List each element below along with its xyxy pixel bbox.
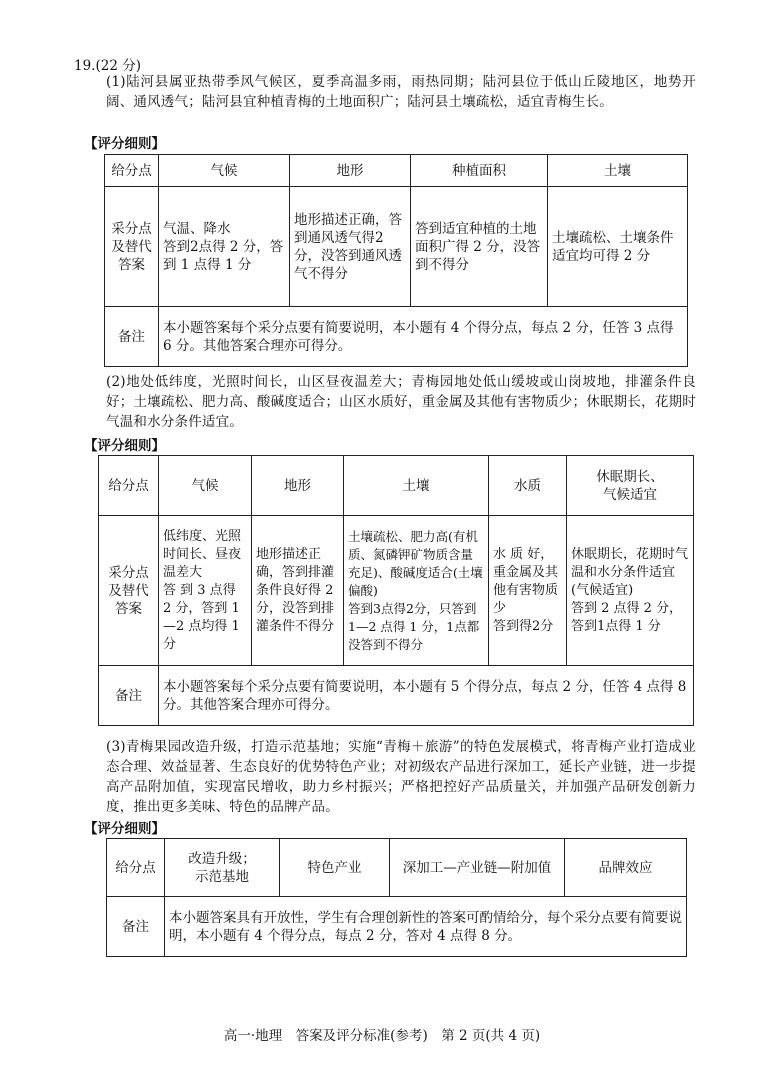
part2-rubric-table: [98, 455, 694, 726]
p1-note: 本小题答案每个采分点要有简要说明，本小题有 4 个得分点，每点 2 分，任答 3 点得 6 分。其他答案合理亦可得分。: [159, 307, 688, 367]
question-number: 19.: [74, 58, 96, 74]
part1-rubric-label: 【评分细则】: [84, 136, 165, 152]
p2-cell-soil: 土壤疏松、肥力高(有机质、氮磷钾矿物质含量充足)、酸碱度适合(土壤偏酸) 答到3点得2分，只答到 1—2 点得 1 分，1点都没答到不得分: [344, 516, 489, 666]
p1-cell-climate: 气温、降水 答到2点得 2 分，答到 1 点得 1 分: [159, 187, 290, 307]
part3-rubric-label: 【评分细则】: [84, 821, 165, 837]
part3-rubric-table: [106, 838, 687, 957]
p2-note-label: 备注: [99, 666, 159, 726]
p2-cell-climate: 低纬度、光照时间长、昼夜温差大 答 到 3 点得 2 分，答到 1—2 点均得 1 分: [159, 516, 252, 666]
question-score: (22 分): [95, 58, 141, 74]
p2-header-4: 水质: [489, 456, 567, 516]
p1-header-4: 土壤: [548, 155, 688, 187]
p3-note: 本小题答案具有开放性，学生有合理创新性的答案可酌情给分，每个采分点要有简要说明，本小题有 4 个得分点，每点 2 分，答对 4 点得 8 分。: [165, 897, 687, 957]
p1-cell-soil: 土壤疏松、土壤条件适宜均可得 2 分: [548, 187, 688, 307]
p3-header-3: 深加工—产业链—附加值: [390, 839, 565, 897]
p2-cell-water: 水 质 好，重金属及其他有害物质少 答到得2分: [489, 516, 567, 666]
p2-row-label: 采分点及替代答案: [99, 516, 159, 666]
p1-note-label: 备注: [105, 307, 159, 367]
p3-header-4: 品牌效应: [565, 839, 687, 897]
p1-row-label: 采分点及替代答案: [105, 187, 159, 307]
p2-header-5: 休眠期长、 气候适宜: [567, 456, 694, 516]
p1-header-3: 种植面积: [411, 155, 548, 187]
p2-header-2: 地形: [252, 456, 344, 516]
part1-rubric-table: [104, 154, 688, 367]
part1-answer: (1)陆河县属亚热带季风气候区，夏季高温多雨，雨热同期；陆河县位于低山丘陵地区，地势开阔、通风透气；陆河县宜种植青梅的土地面积广；陆河县土壤疏松，适宜青梅生长。: [106, 74, 696, 110]
p1-header-0: 给分点: [105, 155, 159, 187]
p2-cell-terrain: 地形描述正确，答到排灌条件良好得 2 分，没答到排灌条件不得分: [252, 516, 344, 666]
p2-cell-dormancy: 休眠期长，花期时气温和水分条件适宜(气候适宜) 答到 2 点得 2 分，答到1点得 1 分: [567, 516, 694, 666]
p2-note: 本小题答案每个采分点要有简要说明，本小题有 5 个得分点，每点 2 分，任答 4 点得 8 分。其他答案合理亦可得分。: [159, 666, 694, 726]
p2-header-1: 气候: [159, 456, 252, 516]
part2-answer: (2)地处低纬度，光照时间长，山区昼夜温差大；青梅园地处低山缓坡或山岗坡地，排灌条件良好；土壤疏松、肥力高、酸碱度适合；山区水质好，重金属及其他有害物质少；休眠期长，花期时气温和水分条件适宜。: [106, 374, 696, 430]
question-header: [74, 54, 141, 74]
page-footer: 高一·地理 答案及评分标准(参考) 第 2 页(共 4 页): [223, 1028, 541, 1044]
part3-answer: (3)青梅果园改造升级，打造示范基地；实施“青梅＋旅游”的特色发展模式，将青梅产业打造成业态合理、效益显著、生态良好的优势特色产业；对初级农产品进行深加工，延长产业链，进一步提高产品附加值，实现富民增收，助力乡村振兴；严格把控好产品质量关，并加强产品研发创新力度，推出更多美味、特色的品牌产品。: [106, 739, 696, 815]
p2-header-0: 给分点: [99, 456, 159, 516]
part2-rubric-label: 【评分细则】: [84, 438, 165, 454]
p2-header-3: 土壤: [344, 456, 489, 516]
p3-header-1: 改造升级； 示范基地: [165, 839, 280, 897]
p1-cell-terrain: 地形描述正确，答到通风透气得2分，没答到通风透气不得分: [290, 187, 411, 307]
p1-cell-area: 答到适宜种植的土地面积广得 2 分，没答到不得分: [411, 187, 548, 307]
p3-header-2: 特色产业: [280, 839, 390, 897]
p1-header-1: 气候: [159, 155, 290, 187]
p3-header-0: 给分点: [107, 839, 165, 897]
p3-note-label: 备注: [107, 897, 165, 957]
p1-header-2: 地形: [290, 155, 411, 187]
